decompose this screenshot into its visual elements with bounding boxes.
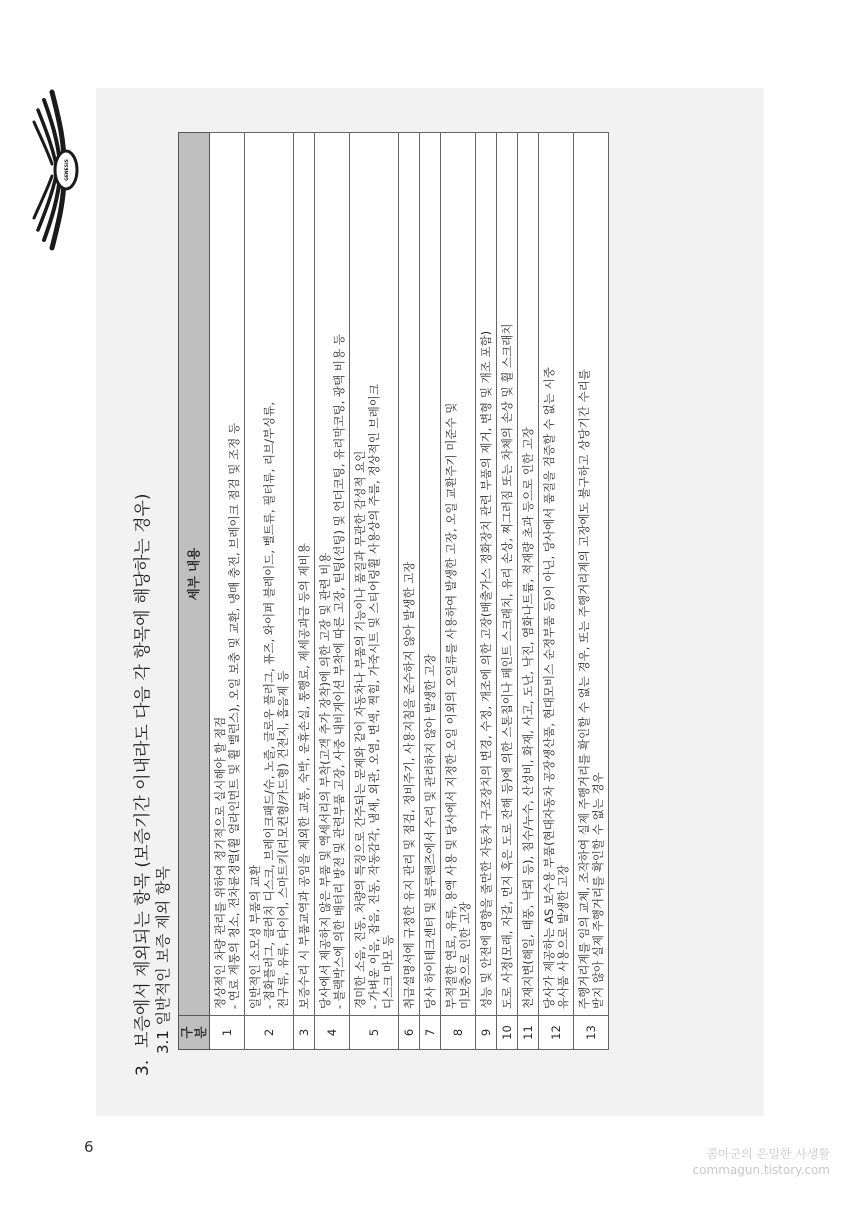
watermark-line-1: 콤마군의 은밀한 사생활 (706, 1147, 830, 1161)
row-number: 11 (518, 1016, 539, 1050)
detail-line: - 점화플러그, 클러치 디스크, 브레이크패드/슈, 노즐, 글로우 플러그, 퓨즈, 와이퍼 블레이드, 벨트류, 필터류, 리브/부싱류, (262, 402, 276, 1009)
table-row (497, 133, 518, 1050)
row-detail (476, 133, 497, 1016)
detail-line: 미보충으로 인한 고장 (458, 901, 472, 1009)
header-detail: 세부 내용 (179, 133, 210, 1016)
detail-line: 받지 않아 실제 주행거리를 확인할 수 없는 경우 (591, 772, 605, 1009)
table-row (210, 133, 245, 1050)
detail-line: 취급설명서에 규정한 유지 관리 및 점검, 정비주기, 사용지침을 준수하지 않아 발생한 고장 (402, 561, 416, 1009)
section-title: 보증에서 제외되는 항목 (보증기간 이내라도 다음 각 항목에 해당하는 경우) (133, 493, 153, 1048)
row-number: 13 (574, 1016, 609, 1050)
page-number: 6 (84, 1138, 94, 1156)
row-detail (497, 133, 518, 1016)
table-row (574, 133, 609, 1050)
detail-line: 도로 사정(모래, 자갈, 먼지 혹은 도로 잔해 등)에 의한 스톤칩이나 페인트 스크래치, 유리 손상, 찌그러짐 또는 차체의 손상 및 휠 스크래치 (500, 323, 514, 1009)
row-number: 1 (210, 1016, 245, 1050)
detail-line: 부적절한 연료, 유류, 용액 사용 및 당사에서 지정한 오일 이외의 오일류를 사용하여 발생한 고장, 오일 교환주기 미준수 및 (444, 402, 458, 1009)
row-number: 5 (350, 1016, 399, 1050)
detail-line: 전구류, 유류, 타이어, 스마트키(리모컨형/카드형) 건전지, 흡음제 등 (276, 670, 290, 1009)
row-detail (315, 133, 350, 1016)
table-row (294, 133, 315, 1050)
table-row (420, 133, 441, 1050)
svg-text:GENESIS: GENESIS (65, 159, 70, 181)
detail-line: 경미한 소음, 진동, 차량의 특징으로 간주되는 문제와 같이 자동차나 부품의 기능이나 품질과 무관한 감성적 요인 (353, 450, 367, 1009)
row-number: 9 (476, 1016, 497, 1050)
table-header-row (179, 133, 210, 1050)
table-body (210, 133, 609, 1050)
detail-line: 당사에서 제공하지 않은 부품 및 액세서리의 부착(고객 추가 장착)에 의한 고장 및 관련 비용 (318, 552, 332, 1009)
detail-line: - 블랙박스에 의한 배터리 방전 및 관련부품 고장, 사중 내비게이션 부착에 따른 고장, 틴팅(선팅) 및 언더코팅, 유리막코팅, 광택 비용 등 (332, 334, 346, 1009)
row-number: 7 (420, 1016, 441, 1050)
detail-line: - 연료 계통의 청소, 전차륜정렬(휠 얼라인먼트 및 휠 밸런스), 오일 보충 및 교환, 냉매 충전, 브레이크 점검 및 조정 등 (227, 423, 241, 1009)
detail-line: 디스크 마모 등 (381, 935, 395, 1009)
table-row (245, 133, 294, 1050)
row-detail (294, 133, 315, 1016)
table-row (399, 133, 420, 1050)
detail-line: 당사 하이테크센터 및 블루핸즈에서 수리 및 관리하지 않아 발생한 고장 (423, 653, 437, 1009)
row-detail (518, 133, 539, 1016)
row-detail (539, 133, 574, 1016)
table-row (441, 133, 476, 1050)
sub-heading: 3.1 일반적인 보증 제외 항목 (154, 866, 172, 1054)
table-row (315, 133, 350, 1050)
table-row (476, 133, 497, 1050)
watermark-line-2: commagun.tistory.com (692, 1163, 830, 1177)
row-number: 12 (539, 1016, 574, 1050)
watermark (693, 1146, 830, 1178)
detail-line: - 가벼운 이음, 잡음, 진동, 작동감각, 냄새, 외관, 오염, 변색, 찍힘, 가죽시트 및 스티어링휠 사용상의 주름, 정상적인 브레이크 (367, 384, 381, 1009)
genesis-logo (30, 86, 88, 254)
row-number: 3 (294, 1016, 315, 1050)
row-detail (420, 133, 441, 1016)
row-detail (441, 133, 476, 1016)
row-detail (350, 133, 399, 1016)
row-detail (210, 133, 245, 1016)
section-number: 3. (133, 1059, 153, 1076)
table-row (518, 133, 539, 1050)
detail-line: 일반적인 소모성 부품의 교환 (248, 864, 262, 1009)
exclusion-table (178, 132, 609, 1050)
detail-line: 천재지변(해일, 태풍, 낙뢰 등), 침수/누수, 산성비, 화재, 사고, 도난, 낙진, 염화나트륨, 적재량 초과 등으로 인한 고장 (521, 427, 535, 1009)
row-detail (574, 133, 609, 1016)
rotated-content (96, 88, 764, 1116)
table-row (350, 133, 399, 1050)
header-category: 구 분 (179, 1016, 210, 1050)
table-row (539, 133, 574, 1050)
detail-line: 유사품 사용으로 발생한 고장 (556, 864, 570, 1009)
row-detail (245, 133, 294, 1016)
detail-line: 성능 및 안전에 영향을 줄만한 자동차 구조장치의 변경, 수정, 개조에 의한 고장(배출가스 정화장치 관련 부품의 제거, 변형 및 개조 포함) (479, 330, 493, 1009)
detail-line: 주행거리계를 임의 교체, 조작하여 실제 주행거리를 확인할 수 없는 경우, 또는 주행거리계의 고장에도 불구하고 상당기간 수리를 (577, 369, 591, 1009)
row-number: 6 (399, 1016, 420, 1050)
section-heading (128, 493, 153, 1076)
row-number: 8 (441, 1016, 476, 1050)
row-number: 2 (245, 1016, 294, 1050)
row-detail (399, 133, 420, 1016)
detail-line: 보증수리 시 부품교역과 공임을 제외한 교통, 숙박, 운휴손실, 통행료, 제세공과금 등의 제비용 (297, 543, 311, 1009)
detail-line: 정상적인 차량 관리를 위하여 정기적으로 실시해야 할 점검 (213, 716, 227, 1009)
row-number: 4 (315, 1016, 350, 1050)
row-number: 10 (497, 1016, 518, 1050)
detail-line: 당사가 제공하는 AS 보수용 부품(현대자동차 공장생산품, 현대모비스 순정부품 등)이 아닌, 당사에서 품질을 검증할 수 없는 시중 (542, 367, 556, 1009)
